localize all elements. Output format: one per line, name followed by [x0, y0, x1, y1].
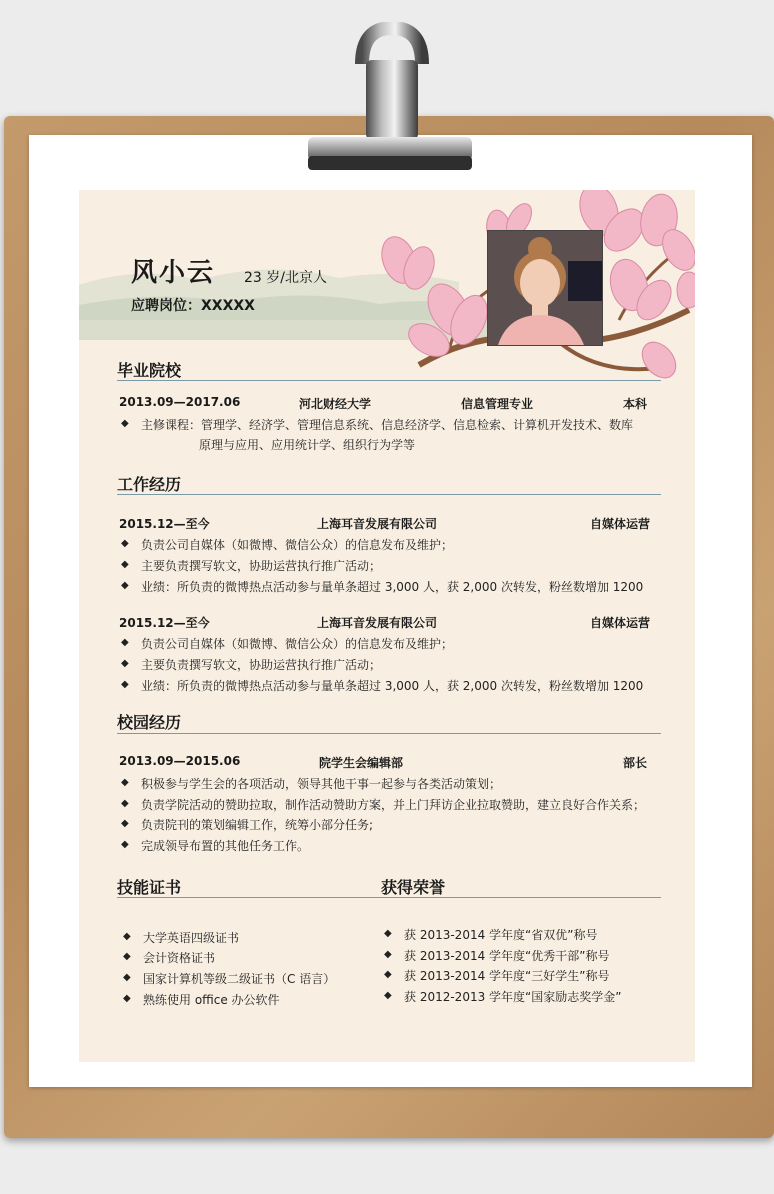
job-duty: 负责公司自媒体（如微博、微信公众）的信息发布及维护； [141, 538, 454, 552]
skill-item: 熟练使用 office 办公软件 [143, 993, 280, 1007]
divider [117, 897, 661, 898]
bullet-icon: ◆ [121, 580, 129, 591]
honor-item: 获 2012-2013 学年度“国家励志奖学金” [404, 990, 622, 1004]
binder-clip-icon [300, 22, 480, 182]
campus-role: 部长 [623, 756, 648, 770]
bullet-icon: ◆ [121, 798, 129, 809]
bullet-icon: ◆ [121, 559, 129, 570]
candidate-name: 风小云 [131, 258, 216, 288]
job-company: 上海耳音发展有限公司 [317, 517, 438, 531]
divider [117, 733, 661, 734]
divider [117, 380, 661, 381]
campus-org: 院学生会编辑部 [319, 756, 404, 770]
bullet-icon: ◆ [121, 418, 129, 429]
job-duty: 主要负责撰写软文，协助运营执行推广活动； [141, 658, 382, 672]
job-role: 自媒体运营 [590, 517, 651, 531]
bullet-icon: ◆ [121, 839, 129, 850]
job-company: 上海耳音发展有限公司 [317, 616, 438, 630]
bullet-icon: ◆ [121, 818, 129, 829]
divider [117, 494, 661, 495]
job-duty: 负责公司自媒体（如微博、微信公众）的信息发布及维护； [141, 637, 454, 651]
bullet-icon: ◆ [123, 951, 131, 962]
applied-position: 应聘岗位：XXXXX [131, 298, 255, 314]
section-title-honors: 获得荣誉 [381, 878, 446, 897]
bullet-icon: ◆ [121, 679, 129, 690]
bullet-icon: ◆ [384, 928, 392, 939]
skill-item: 大学英语四级证书 [143, 931, 240, 945]
edu-period: 2013.09—2017.06 [119, 395, 241, 409]
bullet-icon: ◆ [121, 637, 129, 648]
bullet-icon: ◆ [123, 931, 131, 942]
bullet-icon: ◆ [384, 990, 392, 1001]
job-duty: 主要负责撰写软文，协助运营执行推广活动； [141, 559, 382, 573]
bullet-icon: ◆ [121, 777, 129, 788]
campus-duty: 完成领导布置的其他任务工作。 [141, 839, 310, 853]
campus-duty: 负责学院活动的赞助拉取，制作活动赞助方案，并上门拜访企业拉取赞助，建立良好合作关系； [141, 798, 646, 812]
bullet-icon: ◆ [121, 538, 129, 549]
section-title-skills: 技能证书 [117, 878, 182, 897]
job-duty: 业绩：所负责的微博热点活动参与量单条超过 3,000 人，获 2,000 次转发，粉丝数增加 1200 [141, 580, 644, 594]
edu-school: 河北财经大学 [299, 397, 372, 411]
section-title-campus: 校园经历 [117, 713, 182, 732]
bullet-icon: ◆ [121, 658, 129, 669]
section-title-work: 工作经历 [117, 475, 182, 494]
avatar [488, 231, 602, 345]
campus-duty: 积极参与学生会的各项活动，领导其他干事一起参与各类活动策划； [141, 777, 502, 791]
job-duty: 业绩：所负责的微博热点活动参与量单条超过 3,000 人，获 2,000 次转发，粉丝数增加 1200 [141, 679, 644, 693]
skill-item: 会计资格证书 [143, 951, 216, 965]
bullet-icon: ◆ [123, 972, 131, 983]
section-title-education: 毕业院校 [117, 361, 182, 380]
resume-sheet [79, 190, 695, 1062]
bullet-icon: ◆ [123, 993, 131, 1004]
job-period: 2015.12—至今 [119, 616, 210, 630]
bullet-icon: ◆ [384, 949, 392, 960]
profile-photo [487, 230, 603, 346]
bullet-icon: ◆ [384, 969, 392, 980]
edu-major: 信息管理专业 [461, 397, 534, 411]
campus-duty: 负责院刊的策划编辑工作，统筹小部分任务; [141, 818, 374, 832]
age-origin: 23 岁/北京人 [244, 270, 327, 286]
edu-degree: 本科 [623, 397, 648, 411]
edu-courses-line2: 原理与应用、应用统计学、组织行为学等 [199, 438, 416, 452]
honor-item: 获 2013-2014 学年度“省双优”称号 [404, 928, 598, 942]
edu-courses-line1: 主修课程：管理学、经济学、管理信息系统、信息经济学、信息检索、计算机开发技术、数库 [141, 418, 634, 432]
honor-item: 获 2013-2014 学年度“三好学生”称号 [404, 969, 610, 983]
skill-item: 国家计算机等级二级证书（C 语言） [143, 972, 336, 986]
job-period: 2015.12—至今 [119, 517, 210, 531]
campus-period: 2013.09—2015.06 [119, 754, 241, 768]
job-role: 自媒体运营 [590, 616, 651, 630]
honor-item: 获 2013-2014 学年度“优秀干部”称号 [404, 949, 610, 963]
